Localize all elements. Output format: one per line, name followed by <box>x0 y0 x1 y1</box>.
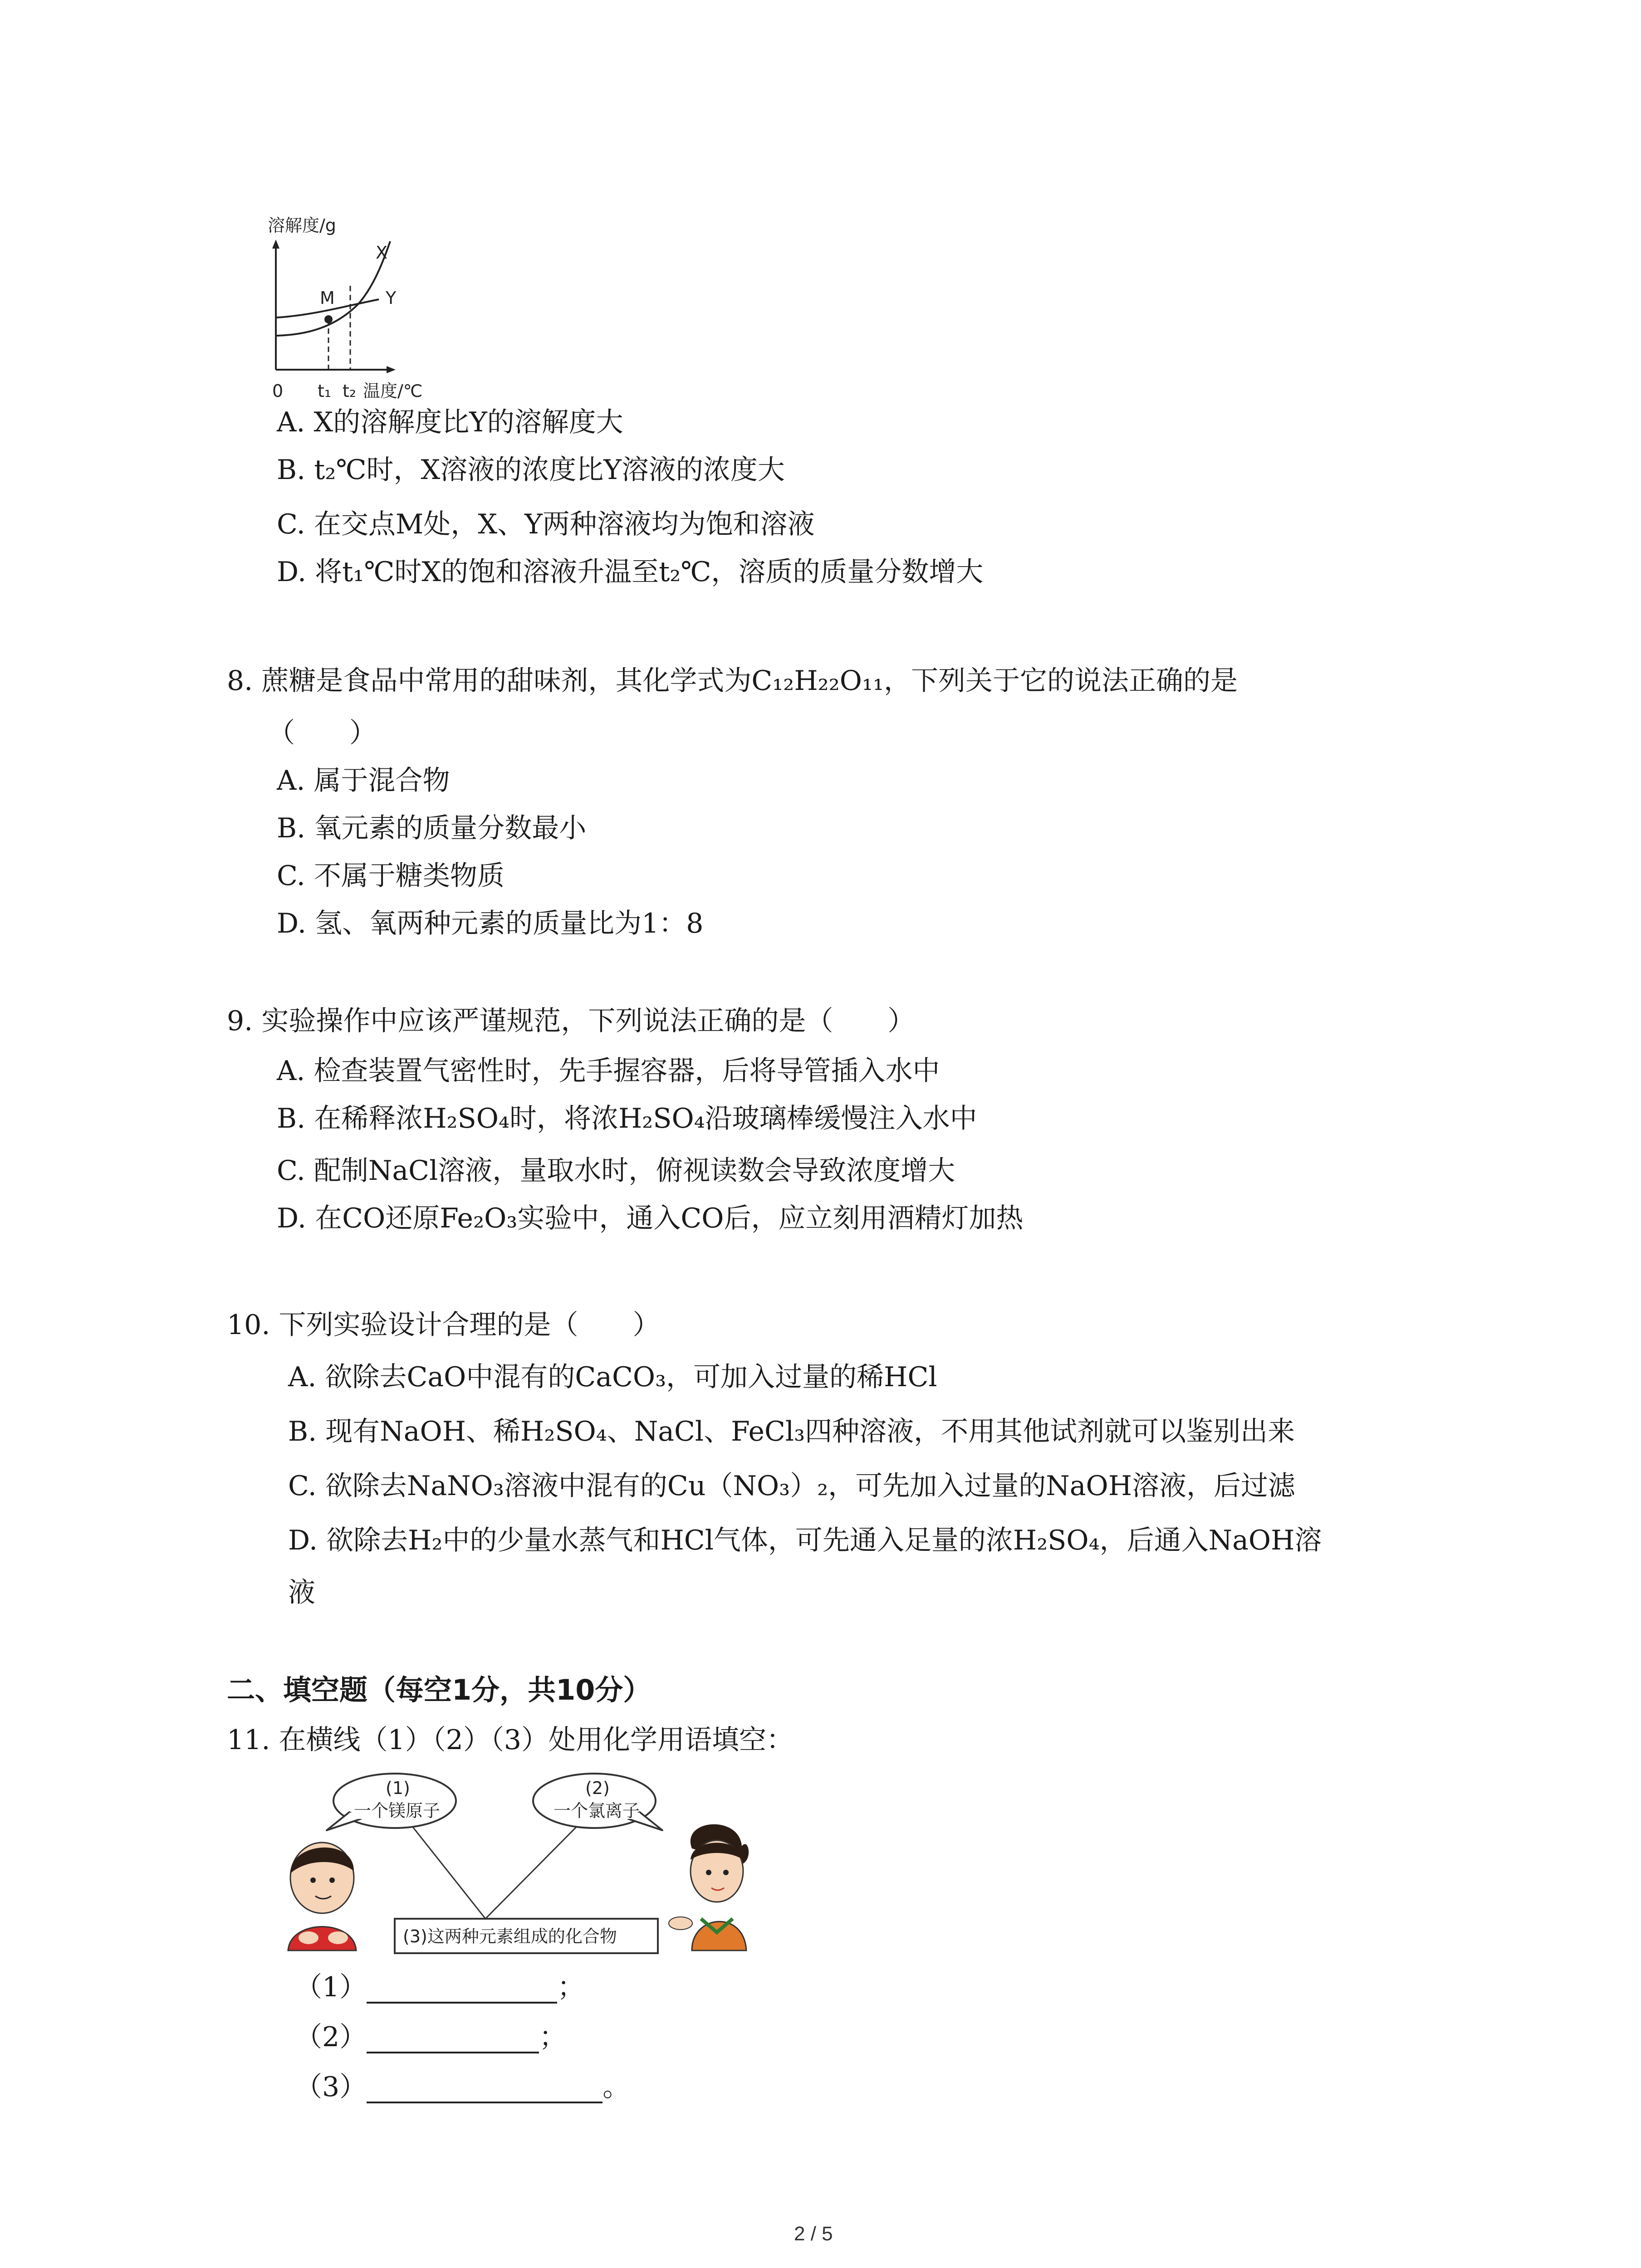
blank-2-row <box>295 2021 566 2053</box>
blank-2-label: （2） <box>295 2021 367 2053</box>
compound-box-text: (3)这两种元素组成的化合物 <box>403 1926 617 1946</box>
q8-option-a: A. 属于混合物 <box>277 765 450 797</box>
q10-option-b: B. 现有NaOH、稀H₂SO₄、NaCl、FeCl₃四种溶液，不用其他试剂就可以鉴别出来 <box>288 1416 1295 1447</box>
q9-option-a: A. 检查装置气密性时，先手握容器，后将导管插入水中 <box>277 1055 940 1087</box>
figure-xlabel: 温度/℃ <box>363 381 423 401</box>
girl-figure <box>669 1824 749 1950</box>
q9-option-b: B. 在稀释浓H₂SO₄时，将浓H₂SO₄沿玻璃棒缓慢注入水中 <box>277 1103 977 1134</box>
t2-label: t₂ <box>343 381 357 401</box>
t1-label: t₁ <box>318 381 332 401</box>
q10-option-d: D. 欲除去H₂中的少量水蒸气和HCl气体，可先通入足量的浓H₂SO₄，后通入NaOH溶 <box>288 1525 1322 1556</box>
blank-1-row <box>295 1971 584 2004</box>
q9-stem: 9. 实验操作中应该严谨规范，下列说法正确的是（ ） <box>227 1005 915 1037</box>
q11-illustration <box>281 1769 753 1960</box>
q9-option-d: D. 在CO还原Fe₂O₃实验中，通入CO后，应立刻用酒精灯加热 <box>277 1202 1024 1234</box>
boy-figure <box>288 1843 356 1950</box>
section-heading: 二、填空题（每空1分，共10分） <box>227 1673 652 1706</box>
blank-2-end: ； <box>539 2021 567 2053</box>
blank-1-input[interactable] <box>367 1975 557 2004</box>
q7-option-c: C. 在交点M处，X、Y两种溶液均为饱和溶液 <box>277 508 815 540</box>
bubble-2-num: (2) <box>585 1778 610 1798</box>
q10-stem: 10. 下列实验设计合理的是（ ） <box>227 1309 660 1341</box>
q7-option-d: D. 将t₁℃时X的饱和溶液升温至t₂℃，溶质的质量分数增大 <box>277 556 984 588</box>
q9-option-c: C. 配制NaCl溶液，量取水时，俯视读数会导致浓度增大 <box>277 1155 955 1187</box>
solubility-figure <box>254 213 463 404</box>
figure-y-arrow <box>272 240 279 249</box>
q10-option-c: C. 欲除去NaNO₃溶液中混有的Cu（NO₃）₂，可先加入过量的NaOH溶液，后过滤 <box>288 1470 1296 1502</box>
curve-x-label: X <box>376 243 388 263</box>
blank-2-input[interactable] <box>367 2024 539 2053</box>
connector-left <box>413 1827 485 1919</box>
blank-3-row <box>295 2071 630 2103</box>
curve-y-label: Y <box>386 288 397 308</box>
bubble-2-text: 一个氯离子 <box>554 1801 640 1821</box>
connector-right <box>485 1827 576 1919</box>
q8-paren: （ ） <box>268 717 377 749</box>
q10-option-d-cont: 液 <box>288 1577 315 1608</box>
q8-option-c: C. 不属于糖类物质 <box>277 860 505 892</box>
blank-3-input[interactable] <box>367 2074 603 2103</box>
page-number: 2 / 5 <box>794 2223 833 2245</box>
q8-stem: 8. 蔗糖是食品中常用的甜味剂，其化学式为C₁₂H₂₂O₁₁，下列关于它的说法正确的是 <box>227 665 1238 697</box>
blank-3-end: 。 <box>603 2071 630 2103</box>
q11-stem: 11. 在横线（1）（2）（3）处用化学用语填空： <box>227 1724 794 1756</box>
origin-label: 0 <box>272 381 284 401</box>
figure-x-arrow <box>387 366 396 373</box>
q7-option-b: B. t₂℃时，X溶液的浓度比Y溶液的浓度大 <box>277 454 785 486</box>
figure-ylabel: 溶解度/g <box>268 215 336 235</box>
q10-option-a: A. 欲除去CaO中混有的CaCO₃，可加入过量的稀HCl <box>288 1361 937 1393</box>
blank-3-label: （3） <box>295 2071 367 2103</box>
blank-1-label: （1） <box>295 1971 367 2003</box>
blank-1-end: ； <box>557 1971 585 2003</box>
q8-option-b: B. 氧元素的质量分数最小 <box>277 812 587 844</box>
bubble-1-num: (1) <box>386 1778 410 1798</box>
bubble-1-text: 一个镁原子 <box>354 1801 441 1821</box>
q7-option-a: A. X的溶解度比Y的溶解度大 <box>277 406 623 438</box>
q8-option-d: D. 氢、氧两种元素的质量比为1：8 <box>277 908 704 939</box>
point-m-label: M <box>320 288 335 308</box>
